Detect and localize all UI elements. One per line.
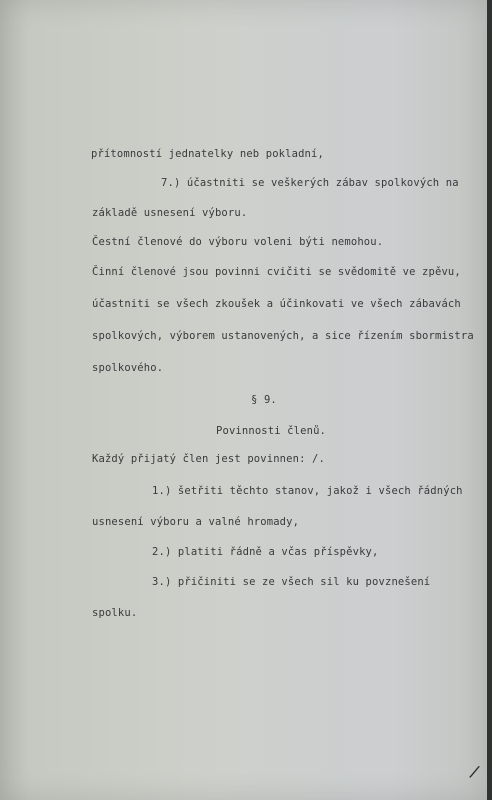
section-number: § 9.: [251, 394, 277, 406]
text-line-8: spolkového.: [92, 362, 164, 374]
list-item-3: 3.) přičiniti se ze všech sil ku povznešení: [152, 576, 431, 588]
text-line-2: 7.) účastniti se veškerých zábav spolkových na: [161, 177, 459, 189]
text-line-3: základě usnesení výboru.: [92, 207, 248, 219]
text-line-4: Čestní členové do výboru voleni býti nemohou.: [92, 236, 384, 248]
list-item-2: 2.) platiti řádně a včas příspěvky,: [152, 546, 379, 558]
text-line-7: spolkových, výborem ustanovených, a sice řízením sbormistra: [92, 330, 474, 342]
text-line-5: Činní členové jsou povinni cvičiti se svědomitě ve zpěvu,: [92, 266, 461, 278]
section-heading: Povinnosti členů.: [216, 425, 327, 437]
list-item-1-cont: usnesení výboru a valné hromady,: [92, 516, 300, 528]
list-item-3-cont: spolku.: [92, 607, 138, 619]
text-line-11: Každý přijatý člen jest povinnen: /.: [92, 453, 325, 465]
list-item-1: 1.) šetřiti těchto stanov, jakož i všech řádných: [152, 485, 463, 497]
text-line-6: účastniti se všech zkoušek a účinkovati ve všech zábavách: [92, 298, 461, 310]
page-mark: /: [467, 761, 482, 782]
page-edge: [487, 0, 492, 800]
text-line-1: přítomností jednatelky neb pokladní,: [91, 148, 324, 160]
